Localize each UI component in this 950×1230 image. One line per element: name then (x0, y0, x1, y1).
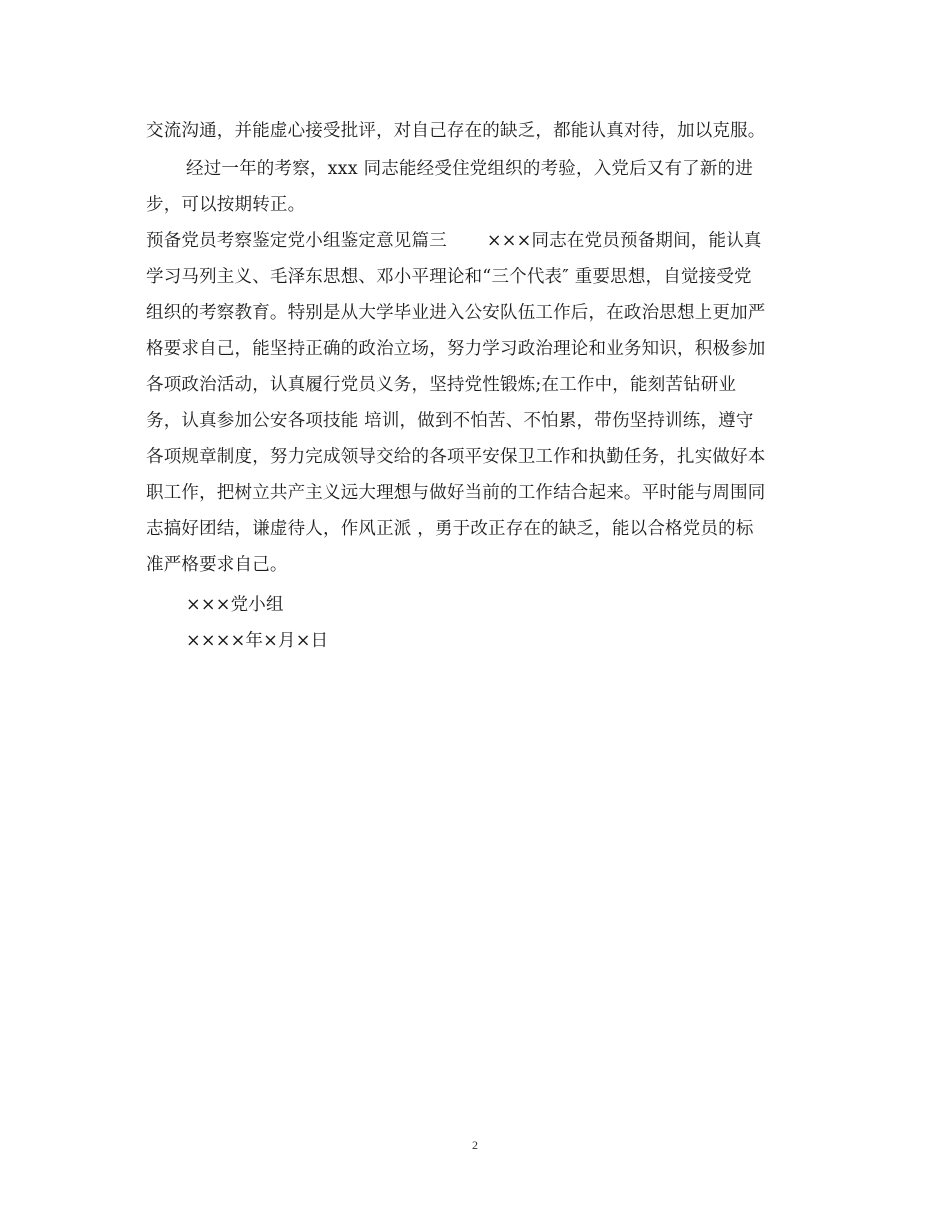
section-heading-line (146, 230, 762, 252)
signature-group: ×××党小组 (186, 595, 284, 615)
page-number: 2 (472, 1138, 478, 1152)
paragraph-line: 格要求自己，能坚持正确的政治立场，努力学习政治理论和业务知识，积极参加 (146, 339, 766, 359)
paragraph-line: 步，可以按期转正。 (146, 195, 306, 215)
paragraph-line: 务，认真参加公安各项技能 培训，做到不怕苦、不怕累，带伤坚持训练，遵守 (146, 411, 754, 431)
section-heading: 预备党员考察鉴定党小组鉴定意见篇三 (146, 231, 447, 251)
paragraph-line: 职工作，把树立共产主义远大理想与做好当前的工作结合起来。平时能与周围同 (146, 483, 766, 503)
paragraph-line: 各项规章制度，努力完成领导交给的各项平安保卫工作和执勤任务，扎实做好本 (146, 447, 766, 467)
section-first-line: ×××同志在党员预备期间，能认真 (486, 231, 762, 251)
signature-date: ××××年×月×日 (186, 631, 329, 651)
paragraph-line: 学习马列主义、毛泽东思想、邓小平理论和“三个代表″ 重要思想，自觉接受党 (146, 267, 752, 287)
paragraph-line: 交流沟通，并能虚心接受批评，对自己存在的缺乏，都能认真对待，加以克服。 (146, 121, 766, 141)
paragraph-line: 各项政治活动，认真履行党员义务，坚持党性锻炼;在工作中，能刻苦钻研业 (146, 375, 737, 395)
paragraph-line: 准严格要求自己。 (146, 555, 288, 575)
paragraph-line: 志搞好团结，谦虚待人，作风正派 ，勇于改正存在的缺乏，能以合格党员的标 (146, 519, 754, 539)
paragraph-line: 经过一年的考察，xxx 同志能经受住党组织的考验，入党后又有了新的进 (186, 159, 753, 179)
paragraph-line: 组织的考察教育。特别是从大学毕业进入公安队伍工作后，在政治思想上更加严 (146, 303, 766, 323)
